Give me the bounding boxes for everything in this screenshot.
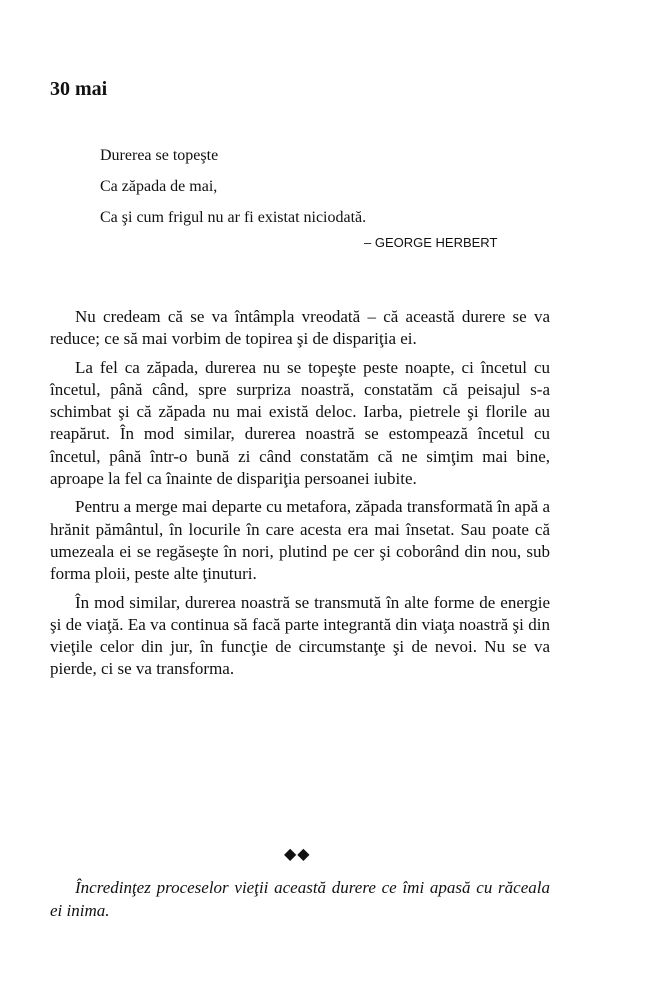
closing-affirmation: Încredinţez proceselor vieţii această durere ce îmi apasă cu răceala ei inima. xyxy=(50,878,550,920)
paragraph: Nu credeam că se va întâmpla vreodată – că această durere se va reduce; ce să mai vorbim de topirea şi de dispariţia ei. xyxy=(50,307,550,349)
body-text xyxy=(50,306,550,687)
poem-line: Ca şi cum frigul nu ar fi existat niciodată. xyxy=(100,209,367,226)
paragraph: În mod similar, durerea noastră se transmută în alte forme de energie şi de viaţă. Ea va continua să facă parte integrantă din viaţa noastră şi din vieţile celor din jur, în funcţie de circumstanţe şi de nevoi. Nu se va pierde, ci se va transforma. xyxy=(50,592,550,679)
epigraph-poem xyxy=(100,140,520,233)
page-title: 30 mai xyxy=(50,78,108,100)
poem-line: Ca zăpada de mai, xyxy=(100,178,218,195)
poem-line: Durerea se topeşte xyxy=(100,147,219,164)
paragraph: La fel ca zăpada, durerea nu se topeşte peste noapte, ci încetul cu încetul, până când, spre surpriza noastră, constatăm că peisajul s-a schimbat şi că zăpada nu mai există deloc. Iarba, pietrele şi florile au reapărut. În mod similar, durerea noastră se estompează încetul cu încetul, până într-o bună zi când constatăm că ne simţim mai bine, aproape la fel ca înainte de dispariţia persoanei iubite. xyxy=(50,357,550,489)
paragraph: Pentru a merge mai departe cu metafora, zăpada transformată în apă a hrănit pământul, în locurile în care acesta era mai însetat. Sau poate că umezeala ei se regăseşte în nori, plutind pe cer şi coborând din nou, sub forma ploii, peste alte ţinuturi. xyxy=(50,497,550,584)
poem-attribution: – GEORGE HERBERT xyxy=(364,235,498,250)
diamond-ornament-icon: ◆◆ xyxy=(284,844,311,863)
